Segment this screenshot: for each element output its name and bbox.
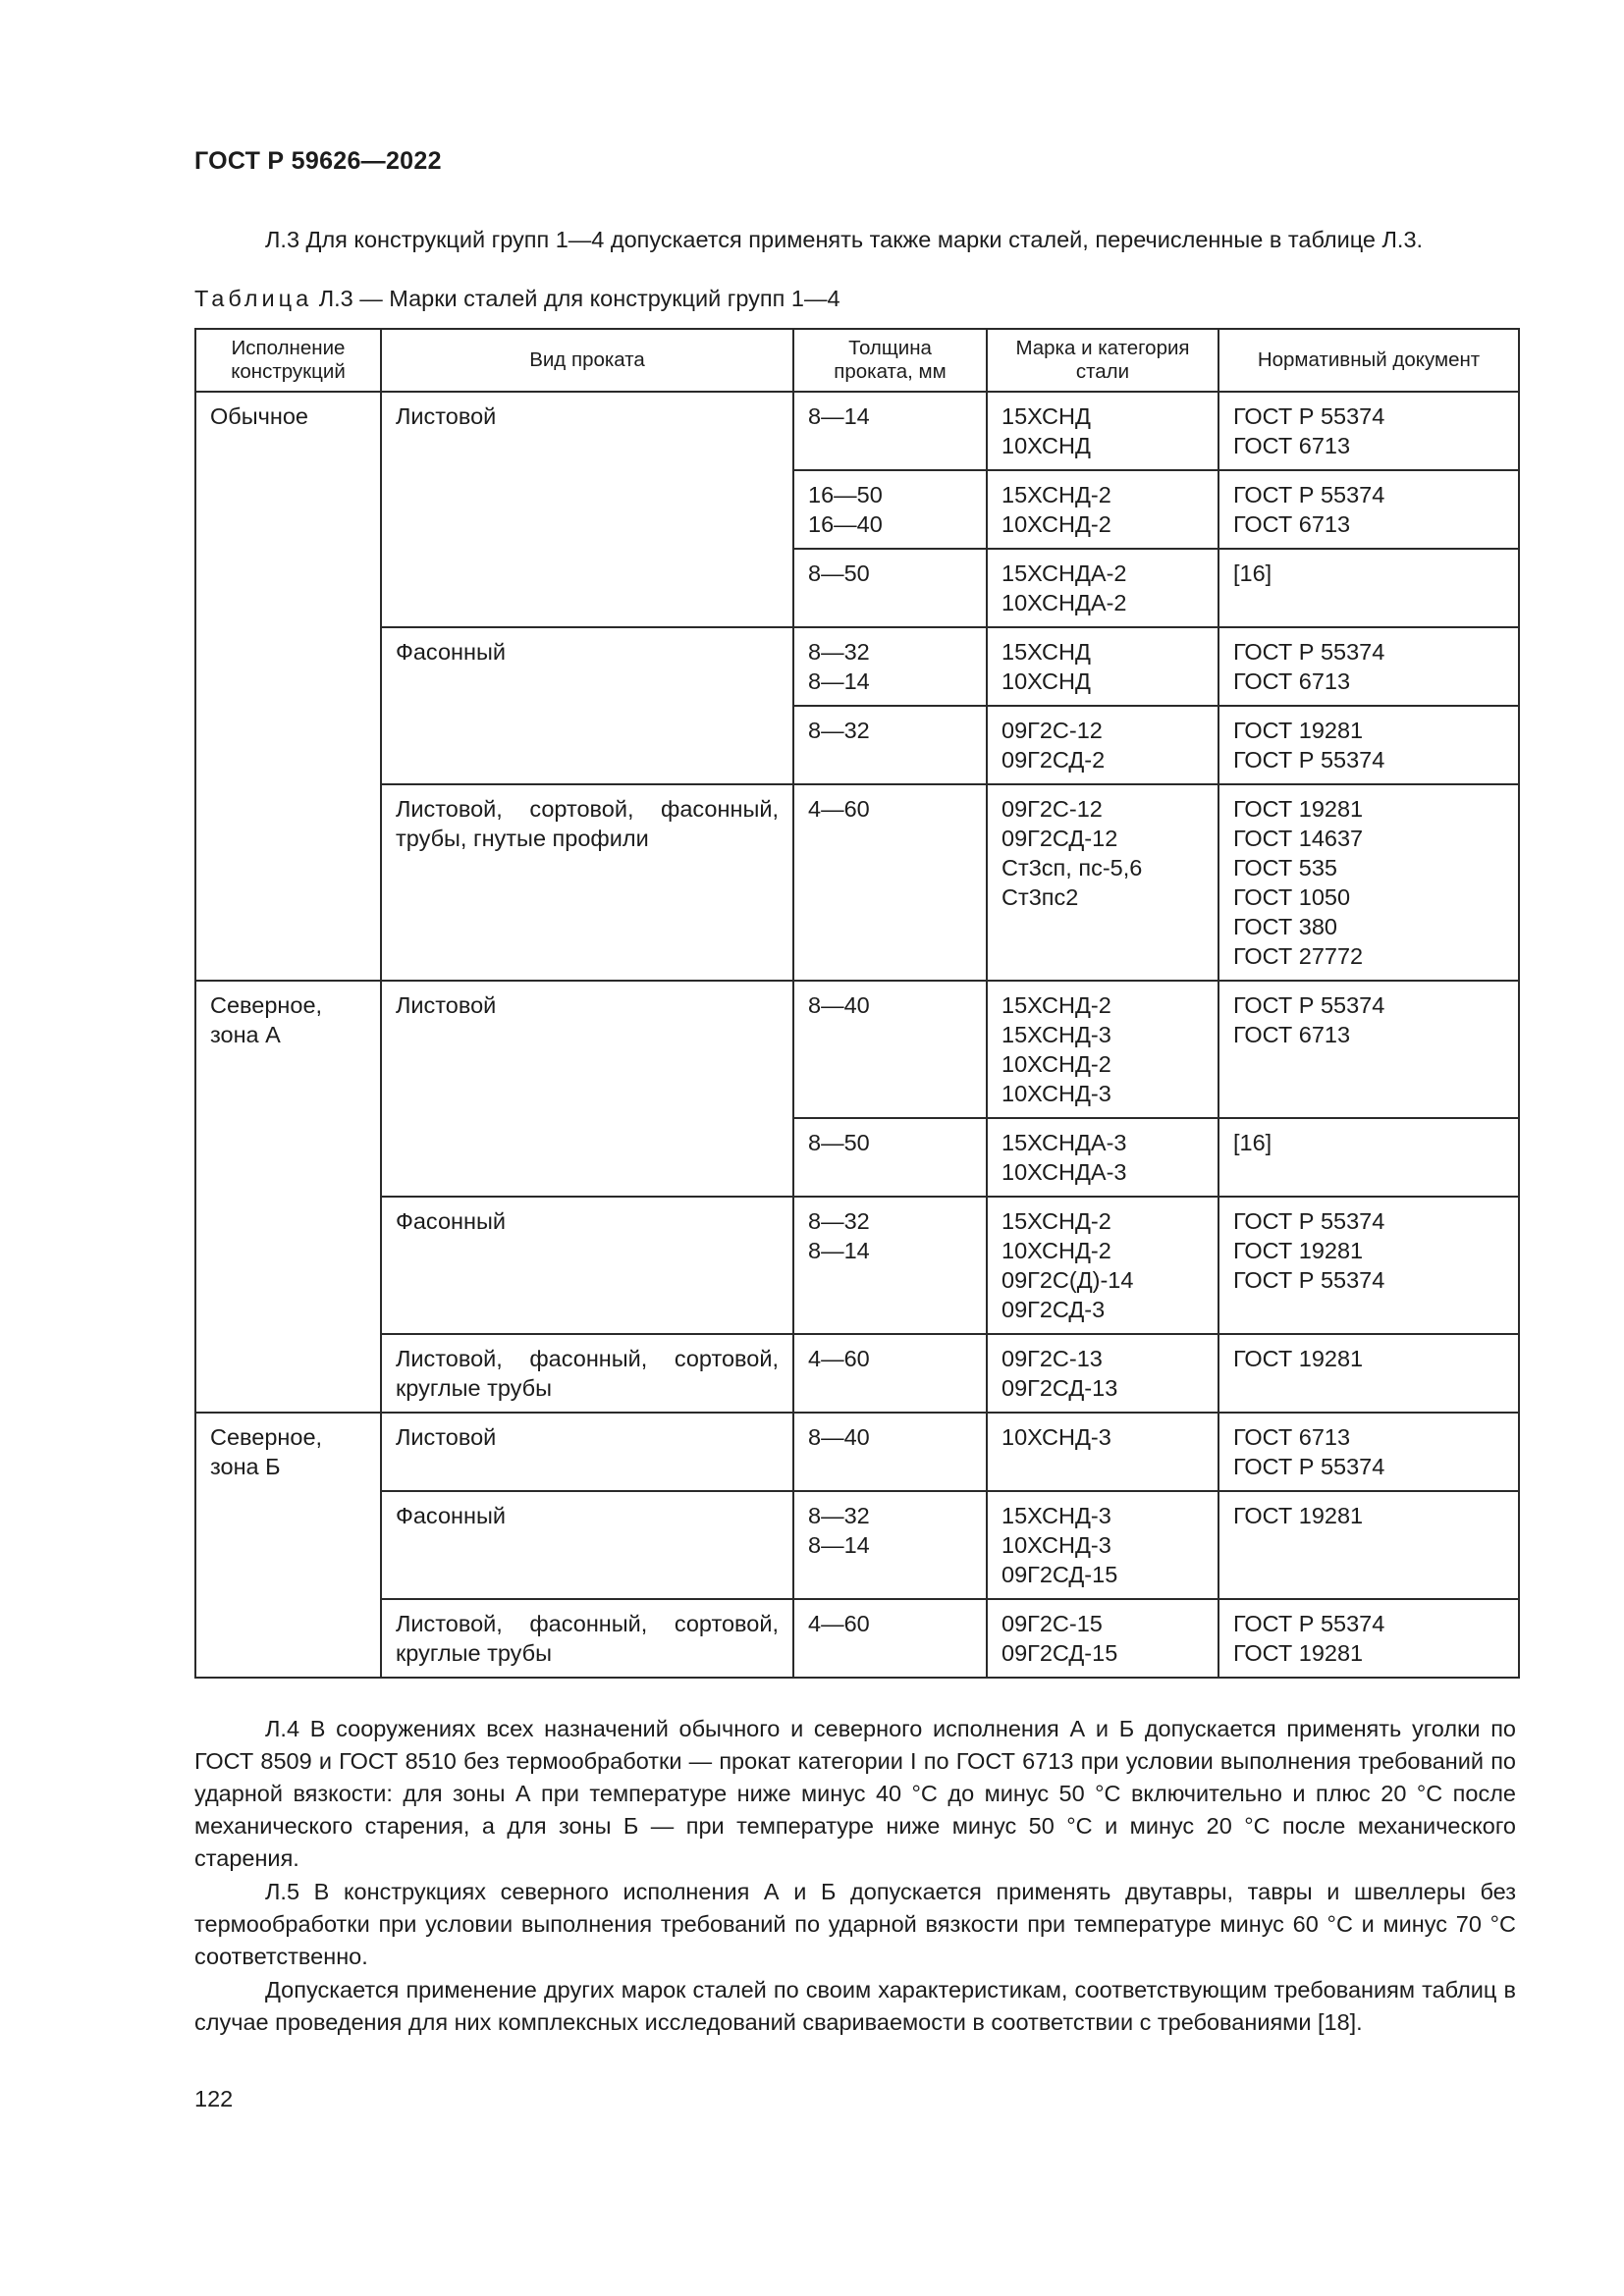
execution-cell <box>195 1413 381 1678</box>
grade-cell <box>987 392 1218 470</box>
norm-doc-line: ГОСТ 535 <box>1233 855 1337 881</box>
grade-line: 15ХСНД-2 <box>1001 482 1111 507</box>
paragraph-other-grades: Допускается применение других марок сталей по своим характеристикам, соответствующим требованиям таблиц в случае проведения для них комплексных исследований свариваемости в соответствии с требованиями [18]. <box>194 1977 1516 2035</box>
intro-paragraph: Л.3 Для конструкций групп 1—4 допускается применять также марки сталей, перечисленные в таблице Л.3. <box>265 227 1424 252</box>
thickness-line: 4—60 <box>808 796 870 822</box>
norm-doc-line: ГОСТ 14637 <box>1233 826 1364 851</box>
norm-doc-cell <box>1218 1118 1519 1197</box>
grade-line: 09Г2С-13 <box>1001 1346 1103 1371</box>
grade-line: 15ХСНД-3 <box>1001 1503 1111 1528</box>
rolled-type-line: Фасонный <box>396 1208 506 1234</box>
grade-line: 09Г2СД-3 <box>1001 1297 1106 1322</box>
norm-doc-line: [16] <box>1233 1130 1272 1155</box>
column-header-grade-line: стали <box>1075 360 1130 383</box>
paragraph-l4: Л.4 В сооружениях всех назначений обычного и северного исполнения А и Б допускается применять уголки по ГОСТ 8509 и ГОСТ 8510 без термообработки — прокат категории I по ГОСТ 6713 при условии выполнения требований по ударной вязкости: для зоны А при температуре ниже минус 40 °С до минус 50 °С включительно и плюс 20 °С после механического старения, а для зоны Б — при температуре ниже минус 50 °С и минус 20 °С после механического старения. <box>194 1716 1516 1871</box>
thickness-cell <box>793 981 987 1118</box>
thickness-cell <box>793 1118 987 1197</box>
norm-doc-line: ГОСТ 380 <box>1233 914 1337 939</box>
grade-line: 09Г2С-15 <box>1001 1611 1103 1636</box>
thickness-cell <box>793 627 987 706</box>
steel-grades-table <box>194 328 1520 1679</box>
thickness-cell <box>793 1197 987 1334</box>
rolled-type-line: Фасонный <box>396 1503 506 1528</box>
grade-cell <box>987 627 1218 706</box>
norm-doc-line: ГОСТ 1050 <box>1233 884 1351 910</box>
column-header-thickness-line: проката, мм <box>834 360 947 383</box>
grade-line: 10ХСНД <box>1001 668 1091 694</box>
thickness-line: 8—14 <box>808 1532 870 1558</box>
norm-doc-cell <box>1218 784 1519 981</box>
paragraph-l5: Л.5 В конструкциях северного исполнения А и Б допускается применять двутавры, тавры и швеллеры без термообработки при условии выполнения требований по ударной вязкости при температуре минус 60 °С и минус 70 °С соответственно. <box>194 1879 1516 1969</box>
grade-line: 09Г2С-12 <box>1001 796 1103 822</box>
grade-line: 15ХСНДА-2 <box>1001 561 1127 586</box>
norm-doc-line: ГОСТ 6713 <box>1233 1022 1351 1047</box>
rolled-type-line: Листовой <box>396 992 497 1018</box>
thickness-line: 16—50 <box>808 482 883 507</box>
table-row <box>195 1334 1519 1413</box>
execution-cell <box>195 392 381 981</box>
thickness-line: 8—50 <box>808 561 870 586</box>
grade-line: 10ХСНД-3 <box>1001 1532 1111 1558</box>
norm-doc-line: ГОСТ 19281 <box>1233 718 1364 743</box>
norm-doc-cell <box>1218 470 1519 549</box>
norm-doc-line: [16] <box>1233 561 1272 586</box>
column-header-execution-line: конструкций <box>231 360 346 383</box>
grade-cell <box>987 1197 1218 1334</box>
grade-line: 10ХСНДА-2 <box>1001 590 1127 615</box>
table-caption-text: Л.3 — Марки сталей для конструкций групп 1—4 <box>318 286 840 311</box>
norm-doc-line: ГОСТ 6713 <box>1233 1424 1351 1450</box>
rolled-type-line: Листовой, фасонный, сортовой, круглые трубы <box>396 1611 779 1666</box>
norm-doc-line: ГОСТ Р 55374 <box>1233 992 1385 1018</box>
execution-line: зона Б <box>210 1454 281 1479</box>
thickness-cell <box>793 470 987 549</box>
grade-line: 15ХСНД <box>1001 639 1091 665</box>
column-header-execution <box>195 329 381 392</box>
rolled-type-cell <box>381 1334 793 1413</box>
norm-doc-cell <box>1218 1197 1519 1334</box>
execution-cell <box>195 981 381 1413</box>
execution-line: Северное, <box>210 1424 323 1450</box>
thickness-cell <box>793 549 987 627</box>
norm-doc-cell <box>1218 549 1519 627</box>
grade-cell <box>987 1599 1218 1678</box>
rolled-type-cell <box>381 1413 793 1491</box>
grade-line: 10ХСНД-3 <box>1001 1081 1111 1106</box>
grade-line: 15ХСНД-2 <box>1001 992 1111 1018</box>
rolled-type-line: Листовой, сортовой, фасонный, трубы, гнутые профили <box>396 796 779 851</box>
grade-cell <box>987 1491 1218 1599</box>
norm-doc-cell <box>1218 1334 1519 1413</box>
thickness-line: 8—40 <box>808 1424 870 1450</box>
norm-doc-line: ГОСТ 19281 <box>1233 1640 1364 1666</box>
rolled-type-cell <box>381 1197 793 1334</box>
grade-cell <box>987 470 1218 549</box>
norm-doc-line: ГОСТ 19281 <box>1233 796 1364 822</box>
rolled-type-cell <box>381 784 793 981</box>
thickness-line: 8—32 <box>808 639 870 665</box>
table-row <box>195 784 1519 981</box>
norm-doc-line: ГОСТ Р 55374 <box>1233 1208 1385 1234</box>
norm-doc-cell <box>1218 1599 1519 1678</box>
thickness-line: 8—14 <box>808 668 870 694</box>
column-header-rolled-type-line: Вид проката <box>529 348 645 371</box>
grade-cell <box>987 1334 1218 1413</box>
grade-line: 15ХСНД-2 <box>1001 1208 1111 1234</box>
grade-line: 09Г2СД-2 <box>1001 747 1106 773</box>
norm-doc-line: ГОСТ 27772 <box>1233 943 1364 969</box>
norm-doc-line: ГОСТ Р 55374 <box>1233 1454 1385 1479</box>
norm-doc-line: ГОСТ Р 55374 <box>1233 1611 1385 1636</box>
grade-cell <box>987 549 1218 627</box>
column-header-grade <box>987 329 1218 392</box>
column-header-norm-doc-line: Нормативный документ <box>1257 348 1481 371</box>
table-row <box>195 627 1519 706</box>
thickness-line: 8—50 <box>808 1130 870 1155</box>
thickness-cell <box>793 1491 987 1599</box>
norm-doc-line: ГОСТ Р 55374 <box>1233 482 1385 507</box>
rolled-type-line: Листовой <box>396 403 497 429</box>
execution-line: Северное, <box>210 992 323 1018</box>
grade-cell <box>987 784 1218 981</box>
grade-line: 09Г2С-12 <box>1001 718 1103 743</box>
thickness-line: 8—14 <box>808 1238 870 1263</box>
norm-doc-cell <box>1218 981 1519 1118</box>
table-row <box>195 1599 1519 1678</box>
rolled-type-line: Листовой, фасонный, сортовой, круглые трубы <box>396 1346 779 1401</box>
norm-doc-line: ГОСТ 6713 <box>1233 433 1351 458</box>
norm-doc-line: ГОСТ 6713 <box>1233 511 1351 537</box>
norm-doc-line: ГОСТ 6713 <box>1233 668 1351 694</box>
grade-line: Ст3сп, пс-5,6 <box>1001 855 1143 881</box>
norm-doc-cell <box>1218 392 1519 470</box>
thickness-cell <box>793 784 987 981</box>
norm-doc-line: ГОСТ 19281 <box>1233 1346 1364 1371</box>
thickness-line: 8—14 <box>808 403 870 429</box>
document-header: ГОСТ Р 59626—2022 <box>194 147 442 175</box>
grade-line: 10ХСНД-2 <box>1001 1051 1111 1077</box>
table-header-row <box>195 329 1519 392</box>
norm-doc-line: ГОСТ Р 55374 <box>1233 747 1385 773</box>
column-header-rolled-type <box>381 329 793 392</box>
norm-doc-cell <box>1218 1491 1519 1599</box>
grade-line: 09Г2С(Д)-14 <box>1001 1267 1134 1293</box>
norm-doc-line: ГОСТ Р 55374 <box>1233 1267 1385 1293</box>
thickness-line: 8—32 <box>808 1208 870 1234</box>
thickness-line: 8—40 <box>808 992 870 1018</box>
grade-cell <box>987 981 1218 1118</box>
thickness-line: 8—32 <box>808 1503 870 1528</box>
column-header-norm-doc <box>1218 329 1519 392</box>
norm-doc-cell <box>1218 1413 1519 1491</box>
page-number: 122 <box>194 2086 234 2111</box>
table-row <box>195 1413 1519 1491</box>
rolled-type-cell <box>381 627 793 784</box>
grade-cell <box>987 706 1218 784</box>
column-header-execution-line: Исполнение <box>231 337 346 359</box>
grade-line: 09Г2СД-13 <box>1001 1375 1118 1401</box>
table-row <box>195 981 1519 1118</box>
table-row <box>195 1197 1519 1334</box>
grade-line: 09Г2СД-12 <box>1001 826 1118 851</box>
execution-line: зона А <box>210 1022 281 1047</box>
thickness-line: 4—60 <box>808 1611 870 1636</box>
thickness-cell <box>793 1334 987 1413</box>
table-caption <box>194 283 840 314</box>
rolled-type-cell <box>381 981 793 1197</box>
thickness-line: 8—32 <box>808 718 870 743</box>
table-body <box>195 392 1519 1678</box>
rolled-type-line: Фасонный <box>396 639 506 665</box>
thickness-cell <box>793 392 987 470</box>
table-row <box>195 1491 1519 1599</box>
grade-cell <box>987 1413 1218 1491</box>
rolled-type-line: Листовой <box>396 1424 497 1450</box>
norm-doc-line: ГОСТ Р 55374 <box>1233 403 1385 429</box>
table-row <box>195 392 1519 470</box>
grade-line: 15ХСНДА-3 <box>1001 1130 1127 1155</box>
column-header-thickness <box>793 329 987 392</box>
table-caption-label: Таблица <box>194 286 313 311</box>
norm-doc-cell <box>1218 706 1519 784</box>
grade-line: 09Г2СД-15 <box>1001 1640 1118 1666</box>
thickness-line: 16—40 <box>808 511 883 537</box>
column-header-thickness-line: Толщина <box>848 337 932 359</box>
norm-doc-line: ГОСТ 19281 <box>1233 1503 1364 1528</box>
grade-line: 10ХСНДА-3 <box>1001 1159 1127 1185</box>
grade-line: 10ХСНД-2 <box>1001 511 1111 537</box>
grade-line: 10ХСНД-2 <box>1001 1238 1111 1263</box>
norm-doc-cell <box>1218 627 1519 706</box>
rolled-type-cell <box>381 1491 793 1599</box>
grade-line: 10ХСНД-3 <box>1001 1424 1111 1450</box>
rolled-type-cell <box>381 392 793 627</box>
grade-line: Ст3пс2 <box>1001 884 1079 910</box>
grade-line: 09Г2СД-15 <box>1001 1562 1118 1587</box>
norm-doc-line: ГОСТ Р 55374 <box>1233 639 1385 665</box>
norm-doc-line: ГОСТ 19281 <box>1233 1238 1364 1263</box>
grade-line: 15ХСНД-3 <box>1001 1022 1111 1047</box>
thickness-cell <box>793 1413 987 1491</box>
column-header-grade-line: Марка и категория <box>1015 337 1190 359</box>
grade-line: 15ХСНД <box>1001 403 1091 429</box>
thickness-cell <box>793 706 987 784</box>
grade-cell <box>987 1118 1218 1197</box>
execution-line: Обычное <box>210 403 308 429</box>
thickness-line: 4—60 <box>808 1346 870 1371</box>
rolled-type-cell <box>381 1599 793 1678</box>
grade-line: 10ХСНД <box>1001 433 1091 458</box>
thickness-cell <box>793 1599 987 1678</box>
